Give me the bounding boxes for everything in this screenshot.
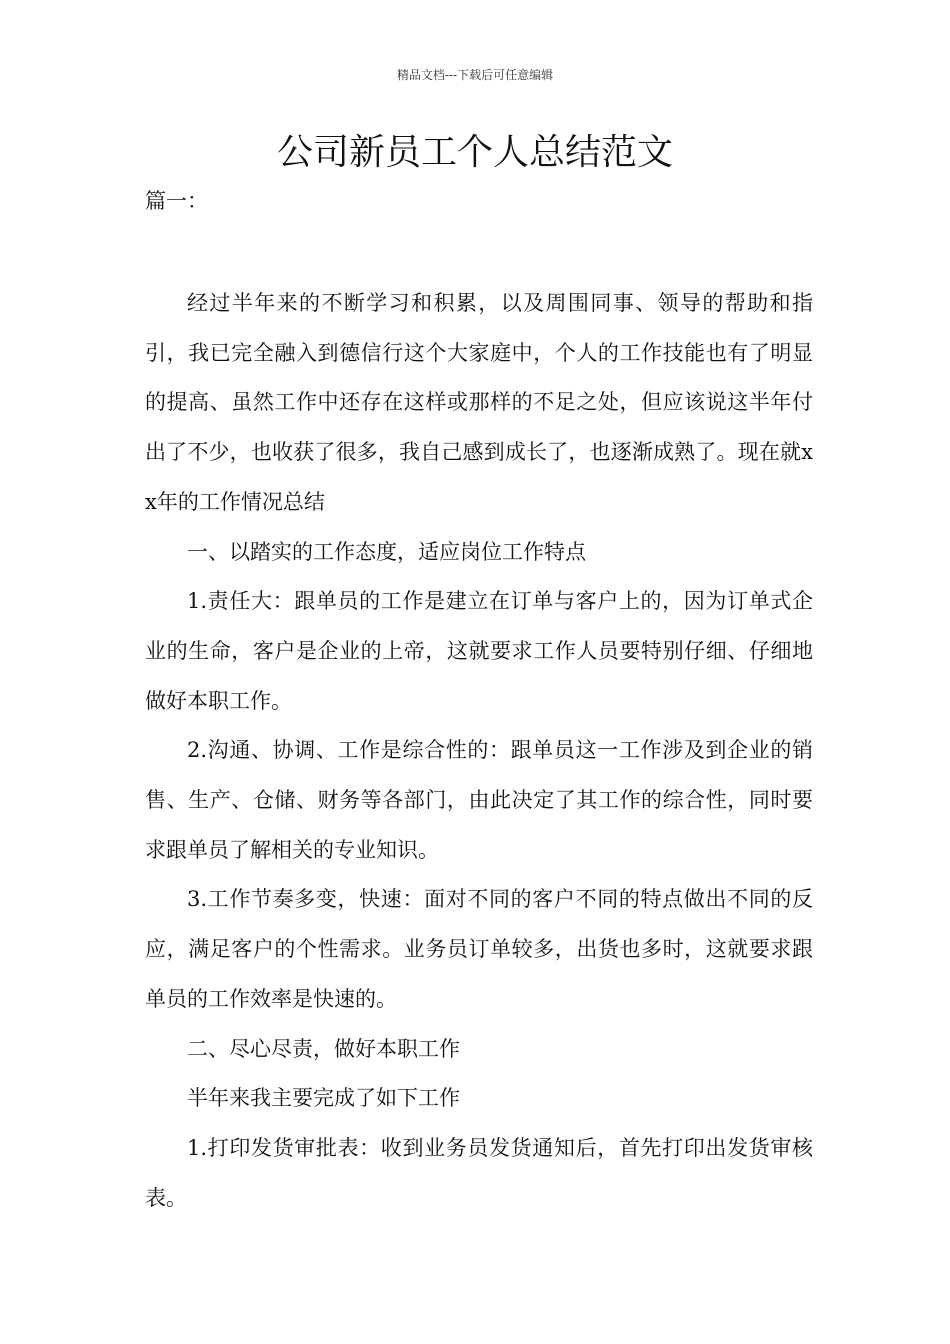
paragraph-intro: 经过半年来的不断学习和积累，以及周围同事、领导的帮助和指引，我已完全融入到德信行这个大家庭中，个人的工作技能也有了明显的提高、虽然工作中还存在这样或那样的不足之处，但应该说这半年付出了不少，也收获了很多，我自己感到成长了，也逐渐成熟了。现在就xx年的工作情况总结 — [145, 291, 813, 514]
paragraph-item-2: 2.沟通、协调、工作是综合性的：跟单员这一工作涉及到企业的销售、生产、仓储、财务等各部门，由此决定了其工作的综合性，同时要求跟单员了解相关的专业知识。 — [145, 738, 813, 862]
section-label: 篇一： — [145, 189, 208, 213]
paragraph-item-3: 3.工作节奏多变，快速：面对不同的客户不同的特点做出不同的反应，满足客户的个性需求。业务员订单较多，出货也多时，这就要求跟单员的工作效率是快速的。 — [145, 887, 813, 1011]
paragraph-work-intro: 半年来我主要完成了如下工作 — [187, 1086, 460, 1111]
document-body — [145, 279, 813, 1223]
header-note: 精品文档---下载后可任意编辑 — [396, 68, 554, 82]
paragraph-work-item-1: 1.打印发货审批表：收到业务员发货通知后，首先打印出发货审核表。 — [145, 1135, 813, 1210]
heading-section-one: 一、以踏实的工作态度，适应岗位工作特点 — [187, 539, 586, 564]
document-title: 公司新员工个人总结范文 — [276, 132, 673, 173]
heading-section-two: 二、尽心尽责，做好本职工作 — [187, 1036, 460, 1061]
paragraph-item-1: 1.责任大：跟单员的工作是建立在订单与客户上的，因为订单式企业的生命，客户是企业的上帝，这就要求工作人员要特别仔细、仔细地做好本职工作。 — [145, 589, 813, 713]
